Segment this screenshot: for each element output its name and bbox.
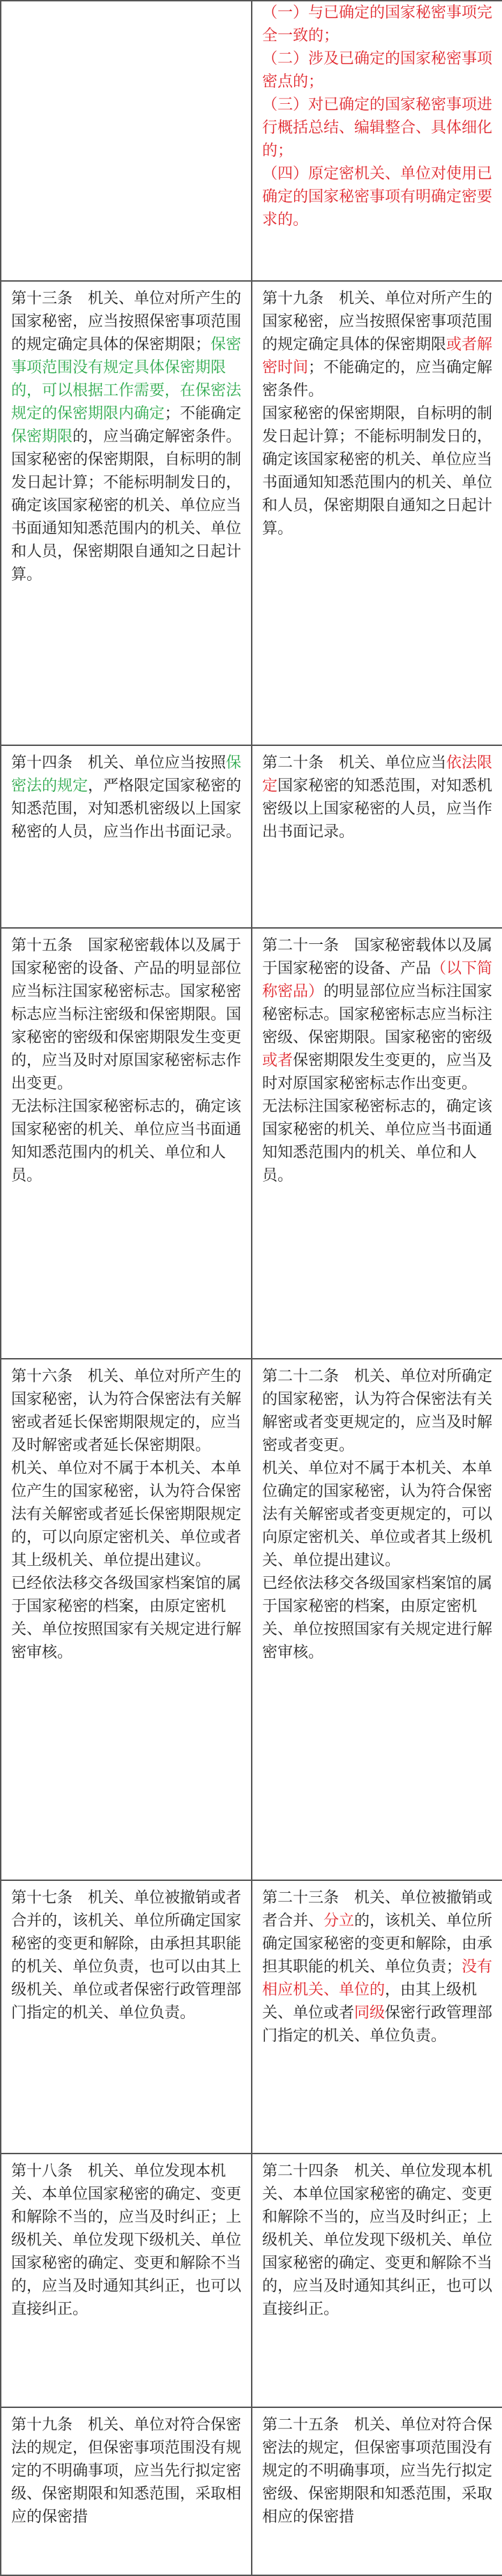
highlighted-text-run: （四）原定密机关、单位对使用已确定的国家秘密事项有明确定密要求的。: [262, 165, 493, 229]
highlighted-text-run: 或者: [262, 1052, 294, 1069]
paragraph: [262, 402, 495, 540]
text-run: 第二十二条 机关、单位对所确定的国家秘密，认为符合保密法有关解密或者变更规定的，应当及时解密或者变更。: [262, 1368, 493, 1454]
paragraph: [262, 93, 495, 162]
text-run: 第二十条 机关、单位应当: [262, 754, 447, 772]
left-cell: [1, 2154, 252, 2407]
text-run: 的明显部位应当标注国家秘密标志。国家秘密标志应当标注密级、保密期限。国家秘密的密级: [262, 983, 493, 1046]
right-cell: [252, 745, 502, 928]
left-cell: [1, 1, 252, 281]
paragraph: [262, 1, 495, 47]
highlighted-text-run: 保密期限: [11, 428, 73, 445]
text-run: 第十七条 机关、单位被撤销或者合并的，该机关、单位所确定国家秘密的变更和解除，由承担其职能的机关、单位负责，也可以由其上级机关、单位或者保密行政管理部门指定的机关、单位负责。: [11, 1889, 242, 2022]
right-cell: [252, 281, 502, 745]
left-cell: [1, 2407, 252, 2575]
text-run: 的，该机关、单位所确定国家秘密的变更和解除，由承担其职能的机关、单位负责；: [262, 1912, 493, 1976]
highlighted-text-run: 分立: [324, 1912, 355, 1930]
highlighted-text-run: 依法限定: [262, 754, 493, 795]
left-cell: [1, 928, 252, 1359]
text-run: 第十三条 机关、单位对所产生的国家秘密，应当按照保密事项范围的规定确定具体的保密期限；: [11, 290, 242, 353]
paragraph: [262, 934, 495, 1095]
paragraph: [262, 287, 495, 402]
paragraph: [11, 752, 244, 844]
left-cell: [1, 745, 252, 928]
text-run: 第二十五条 机关、单位对符合保密法的规定，但保密事项范围没有规定的不明确事项，应当先行拟定密级、保密期限和知悉范围，采取相应的保密措: [262, 2416, 493, 2526]
right-cell: [252, 1, 502, 281]
text-run: 第二十四条 机关、单位发现本机关、本单位国家秘密的确定、变更和解除不当的，应当及时纠正；上级机关、单位发现下级机关、单位国家秘密的确定、变更和解除不当的，应当及时通知其纠正，也可以直接纠正。: [262, 2163, 493, 2318]
text-run: 国家秘密的保密期限，自标明的制发日起计算；不能标明制发日的，确定该国家秘密的机关、单位应当书面通知知悉范围内的机关、单位和人员，保密期限自通知之日起计算。: [262, 405, 493, 538]
text-run: 的，应当确定解密条件。: [73, 428, 242, 445]
paragraph: [262, 2414, 495, 2529]
text-run: ，由其上级机关、单位或者: [262, 1981, 478, 2022]
highlighted-text-run: （二）涉及已确定的国家秘密事项密点的；: [262, 50, 493, 91]
right-cell: [252, 1359, 502, 1880]
text-run: 第十九条 机关、单位对所产生的国家秘密，应当按照保密事项范围的规定确定具体的保密期限: [262, 290, 493, 353]
text-run: 保密行政管理部门指定的机关、单位负责。: [262, 2004, 493, 2045]
left-cell: [1, 1359, 252, 1880]
text-run: 第二十一条 国家秘密载体以及属于国家秘密的设备、产品: [262, 937, 493, 977]
text-run: 第十四条 机关、单位应当按照: [11, 754, 227, 772]
left-cell: [1, 281, 252, 745]
highlighted-text-run: （三）对已确定的国家秘密事项进行概括总结、编辑整合、具体细化的；: [262, 96, 493, 160]
highlighted-text-run: 同级: [354, 2004, 386, 2022]
paragraph: [11, 1095, 244, 1187]
highlighted-text-run: 保密事项范围没有规定具体保密期限的，可以根据工作需要，在保密法规定的保密期限内确定: [11, 336, 242, 422]
paragraph: [11, 287, 244, 448]
paragraph: [262, 2160, 495, 2321]
text-run: ；不能确定: [165, 405, 242, 422]
text-run: 已经依法移交各级国家档案馆的属于国家秘密的档案，由原定密机关、单位按照国家有关规定进行解密审核。: [11, 1575, 242, 1661]
highlighted-text-run: 保密法的规定: [11, 754, 242, 795]
paragraph: [262, 752, 495, 844]
text-run: 机关、单位对不属于本机关、本单位确定的国家秘密，认为符合保密法有关解密或者变更规定的，可以向原定密机关、单位或者其上级机关、单位提出建议。: [262, 1460, 493, 1569]
table-row: [1, 281, 502, 745]
highlighted-text-run: （以下简称密品）: [262, 960, 493, 1000]
paragraph: [262, 1365, 495, 1457]
paragraph: [262, 1457, 495, 1572]
text-run: ；不能确定的，应当确定解密条件。: [262, 359, 493, 399]
paragraph: [11, 2414, 244, 2529]
text-run: 第十九条 机关、单位对符合保密法的规定，但保密事项范围没有规定的不明确事项，应当先行拟定密级、保密期限和知悉范围，采取相应的保密措: [11, 2416, 242, 2526]
table-row: [1, 1, 502, 281]
paragraph: [11, 934, 244, 1095]
highlighted-text-run: 或者解密时间: [262, 336, 493, 376]
paragraph: [262, 162, 495, 231]
paragraph: [262, 47, 495, 93]
table-row: [1, 928, 502, 1359]
paragraph: [262, 1095, 495, 1187]
text-run: 国家秘密的保密期限，自标明的制发日起计算；不能标明制发日的，确定该国家秘密的机关、单位应当书面通知知悉范围内的机关、单位和人员，保密期限自通知之日起计算。: [11, 451, 242, 584]
paragraph: [262, 1887, 495, 2048]
text-run: 第十五条 国家秘密载体以及属于国家秘密的设备、产品的明显部位应当标注国家秘密标志。国家秘密标志应当标注密级和保密期限。国家秘密的密级和保密期限发生变更的，应当及时对原国家秘密标志作出变更。: [11, 937, 242, 1092]
text-run: 第十六条 机关、单位对所产生的国家秘密，认为符合保密法有关解密或者延长保密期限规定的，应当及时解密或者延长保密期限。: [11, 1368, 242, 1454]
table-row: [1, 745, 502, 928]
text-run: 保密期限发生变更的，应当及时对原国家秘密标志作出变更。: [262, 1052, 493, 1092]
paragraph: [11, 1887, 244, 2025]
right-cell: [252, 2407, 502, 2575]
table-row: [1, 1880, 502, 2154]
text-run: 第十八条 机关、单位发现本机关、本单位国家秘密的确定、变更和解除不当的，应当及时纠正；上级机关、单位发现下级机关、单位国家秘密的确定、变更和解除不当的，应当及时通知其纠正，也可以直接纠正。: [11, 2163, 242, 2318]
table-row: [1, 2154, 502, 2407]
text-run: 已经依法移交各级国家档案馆的属于国家秘密的档案，由原定密机关、单位按照国家有关规定进行解密审核。: [262, 1575, 493, 1661]
text-run: ，严格限定国家秘密的知悉范围，对知悉机密级以上国家秘密的人员，应当作出书面记录。: [11, 777, 242, 841]
paragraph: [11, 2160, 244, 2321]
left-cell: [1, 1880, 252, 2154]
paragraph: [11, 1572, 244, 1664]
text-run: 无法标注国家秘密标志的，确定该国家秘密的机关、单位应当书面通知知悉范围内的机关、单位和人员。: [262, 1098, 493, 1184]
text-run: 无法标注国家秘密标志的，确定该国家秘密的机关、单位应当书面通知知悉范围内的机关、单位和人员。: [11, 1098, 242, 1184]
right-cell: [252, 1880, 502, 2154]
paragraph: [11, 1365, 244, 1457]
highlighted-text-run: （一）与已确定的国家秘密事项完全一致的；: [262, 4, 493, 45]
paragraph: [11, 448, 244, 586]
right-cell: [252, 928, 502, 1359]
highlighted-text-run: 没有相应机关、单位的: [262, 1958, 493, 1999]
table-row: [1, 1359, 502, 1880]
table-row: [1, 2407, 502, 2575]
right-cell: [252, 2154, 502, 2407]
paragraph: [11, 1457, 244, 1572]
text-run: 机关、单位对不属于本机关、本单位产生的国家秘密，认为符合保密法有关解密或者延长保密期限规定的，可以向原定密机关、单位或者其上级机关、单位提出建议。: [11, 1460, 242, 1569]
paragraph: [262, 1572, 495, 1664]
text-run: 第二十三条 机关、单位被撤销或者合并、: [262, 1889, 493, 1930]
text-run: 国家秘密的知悉范围，对知悉机密级以上国家秘密的人员，应当作出书面记录。: [262, 777, 493, 841]
